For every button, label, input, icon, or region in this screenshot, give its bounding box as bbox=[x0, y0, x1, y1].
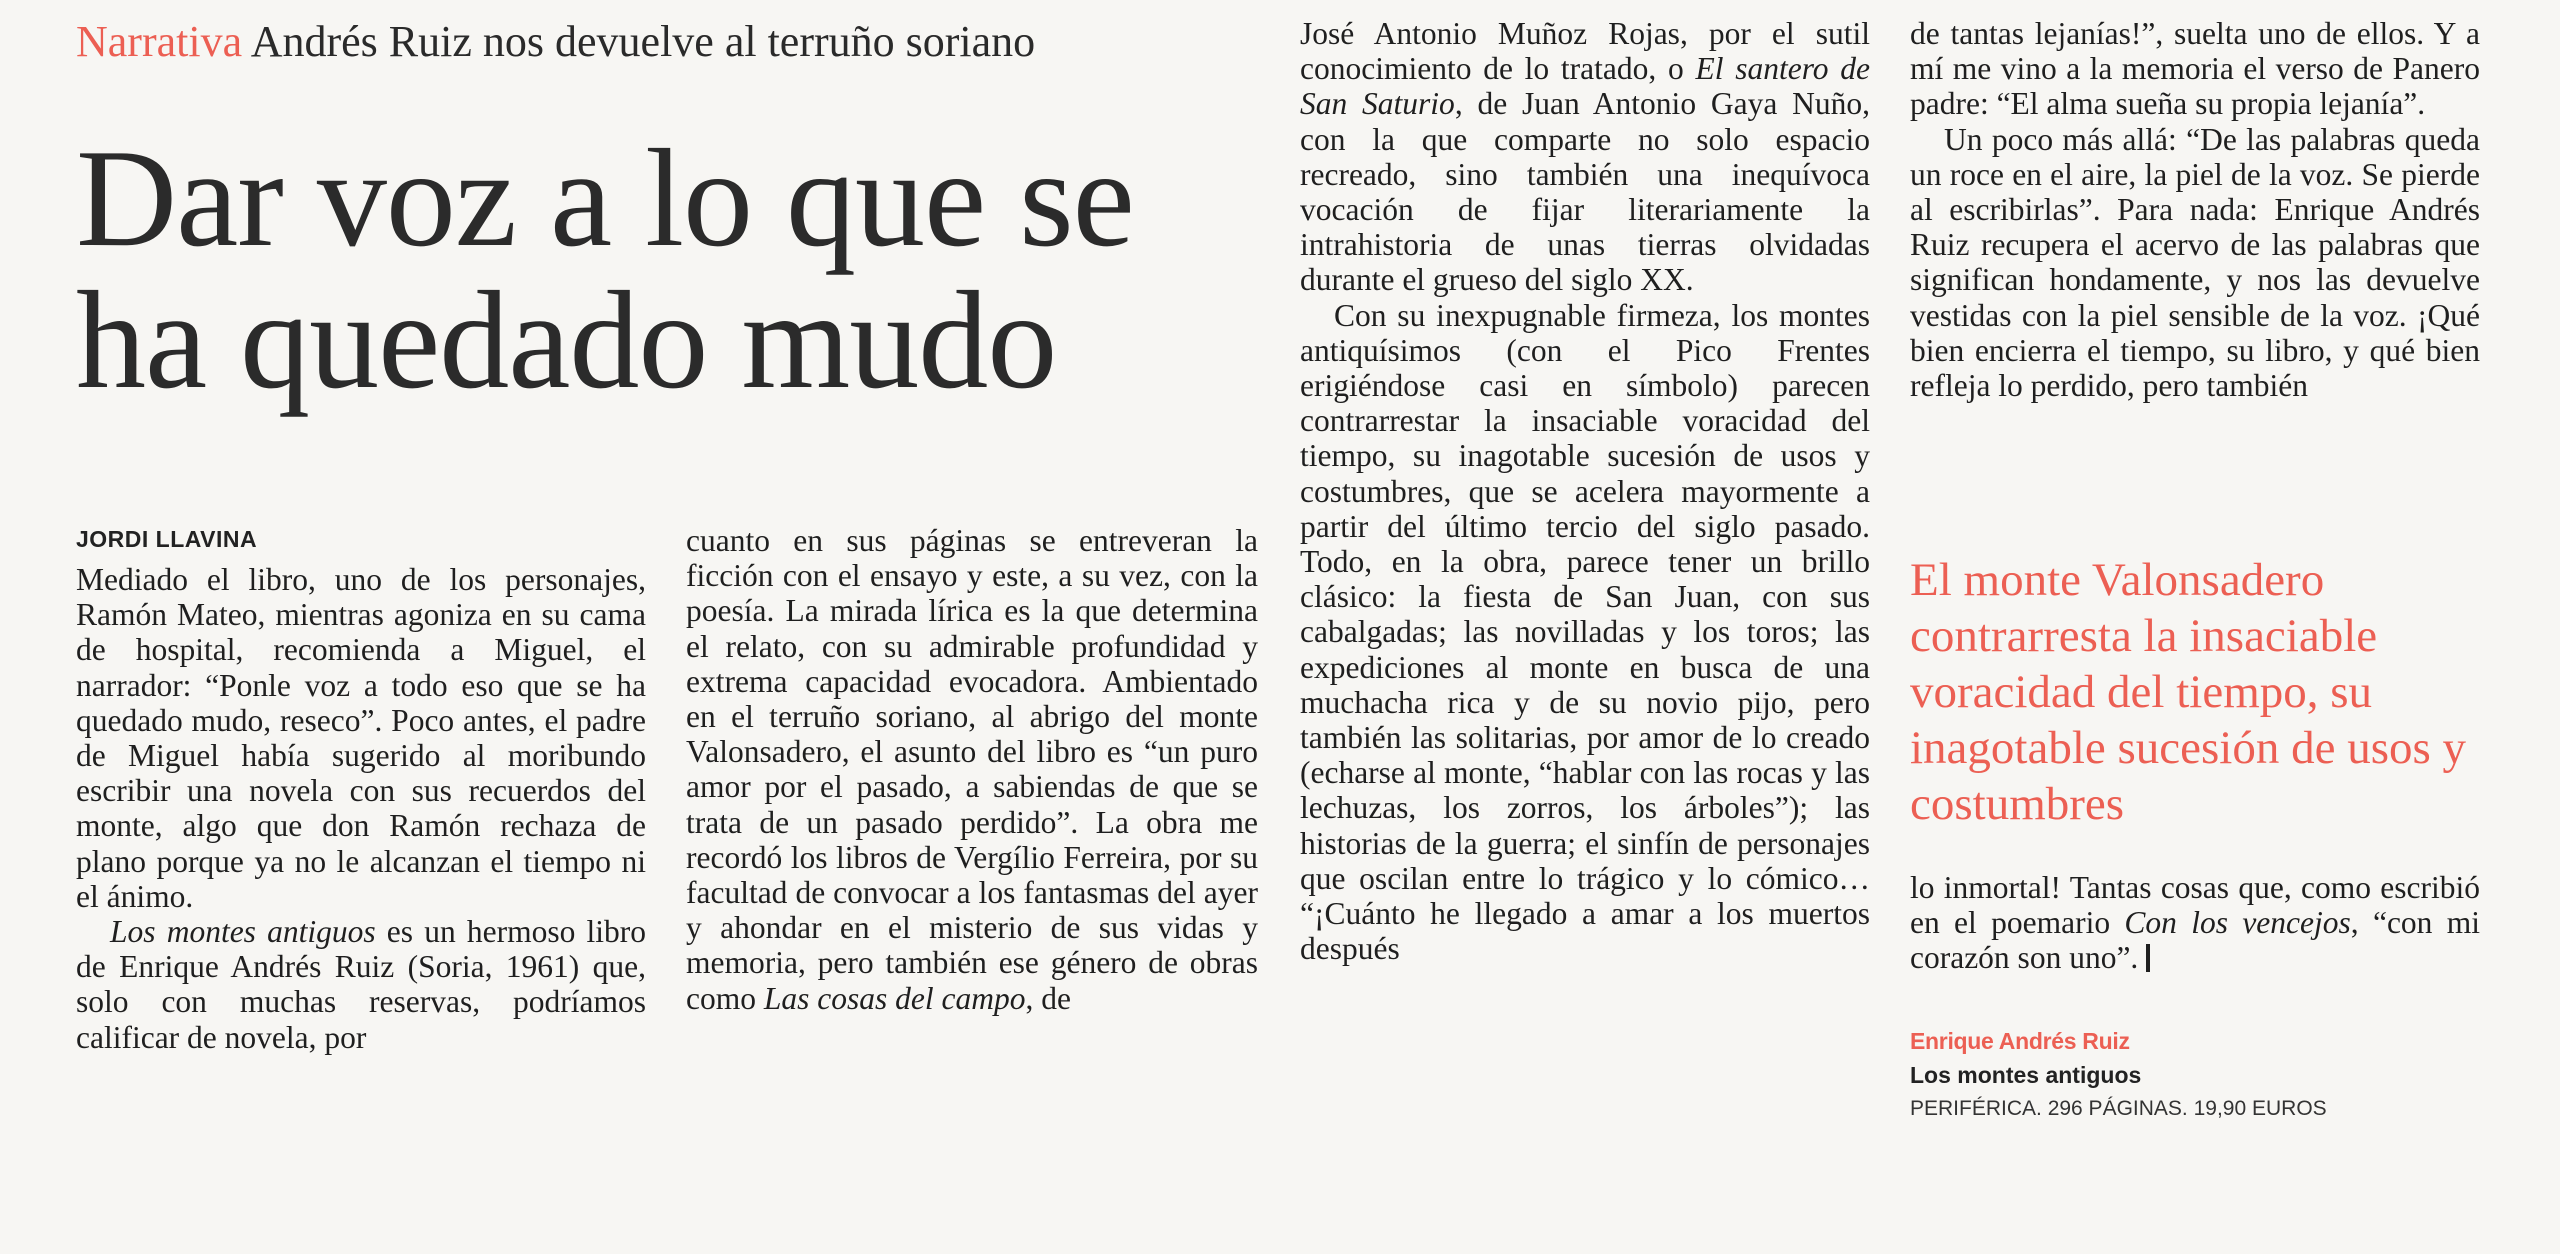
paragraph-text: lo inmortal! Tantas cosas que, como escribió en el poemario bbox=[1910, 870, 2480, 941]
end-mark bbox=[2146, 944, 2150, 972]
paragraph bbox=[1910, 870, 2480, 976]
paragraph bbox=[1300, 16, 1870, 298]
book-title: El santero de San Saturio bbox=[1300, 51, 1871, 122]
column-1 bbox=[76, 562, 646, 1055]
column-2 bbox=[686, 523, 1258, 1016]
column-3 bbox=[1300, 16, 1870, 966]
byline: JORDI LLAVINA bbox=[76, 526, 258, 552]
book-details: PERIFÉRICA. 296 PÁGINAS. 19,90 EUROS bbox=[1910, 1097, 2327, 1120]
paragraph-text: cuanto en sus páginas se entreveran la ficción con el ensayo y este, a su vez, con la poesía. La mirada lírica es la que determina el relato, con su admirable profundidad y extrema capacidad evocadora. Ambientado en el terruño soriano, al abrigo del monte Valonsadero, el asunto del libro es “un puro amor por el pasado, a sabiendas de que se trata de un pasado perdido”. La obra me recordó los libros de Vergílio Ferreira, por su facultad de convocar a los fantasmas del ayer y ahondar en el misterio de sus vidas y memoria, pero también ese género de obras como bbox=[686, 523, 1258, 1016]
paragraph-text: , de Juan Antonio Gaya Nuño, con la que comparte no solo espacio recreado, sino también una inequívoca vocación de fijar literariamente la intrahistoria de unas tierras olvidadas durante el grueso del siglo XX. bbox=[1300, 86, 1870, 298]
book-author: Enrique Andrés Ruiz bbox=[1910, 1028, 2130, 1054]
column-4 bbox=[1910, 16, 2480, 403]
paragraph bbox=[76, 914, 646, 1055]
paragraph: de tantas lejanías!”, suelta uno de ellos. Y a mí me vino a la memoria el verso de Panero padre: “El alma sueña su propia lejanía”. bbox=[1910, 16, 2480, 122]
paragraph-text: es un hermoso libro de Enrique Andrés Ruiz (Soria, 1961) que, solo con muchas reservas, podríamos calificar de novela, por bbox=[76, 914, 647, 1055]
book-title: Las cosas del campo bbox=[763, 980, 1026, 1016]
column-4-continued bbox=[1910, 870, 2480, 976]
paragraph: Mediado el libro, uno de los personajes, Ramón Mateo, mientras agoniza en su cama de hospital, recomienda a Miguel, el narrador: “Ponle voz a todo eso que se ha quedado mudo, reseco”. Poco antes, el padre de Miguel había sugerido al moribundo escribir una novela con sus recuerdos del monte, algo que don Ramón rechaza de plano porque ya no le alcanzan el tiempo ni el ánimo. bbox=[76, 562, 646, 914]
book-title: Los montes antiguos bbox=[110, 914, 376, 950]
kicker bbox=[76, 12, 1035, 72]
kicker-subtitle: Andrés Ruiz nos devuelve al terruño soriano bbox=[250, 17, 1036, 66]
paragraph-text: , “con mi corazón son uno”. bbox=[1910, 905, 2481, 976]
book-info bbox=[1910, 1024, 2327, 1126]
book-title-info: Los montes antiguos bbox=[1910, 1062, 2142, 1088]
paragraph bbox=[686, 523, 1258, 1016]
paragraph-text: José Antonio Muñoz Rojas, por el sutil conocimiento de lo tratado, o bbox=[1300, 16, 1870, 87]
paragraph: Con su inexpugnable firmeza, los montes antiquísimos (con el Pico Frentes erigiéndose casi en símbolo) parecen contrarrestar la insaciable voracidad del tiempo, su inagotable sucesión de usos y costumbres, que se acelera mayormente a partir del último tercio del siglo pasado. Todo, en la obra, parece tener un brillo clásico: la fiesta de San Juan, con sus cabalgadas; las novilladas y los toros; las expediciones al monte en busca de una muchacha rica y de su novio pijo, pero también las solitarias, por amor de lo creado (echarse al monte, “hablar con las rocas y las lechuzas, los zorros, los árboles”); las historias de la guerra; el sinfín de personajes que oscilan entre lo trágico y lo cómico… “¡Cuánto he llegado a amar a los muertos después bbox=[1300, 297, 1870, 967]
section-label: Narrativa bbox=[76, 17, 243, 66]
book-title: Con los vencejos bbox=[2124, 905, 2351, 941]
paragraph: Un poco más allá: “De las palabras queda un roce en el aire, la piel de la voz. Se pierde al escribirlas”. Para nada: Enrique Andrés Ruiz recupera el acervo de las palabras que significan hondamente, y nos las devuelve vestidas con la piel sensible de la voz. ¡Qué bien encierra el tiempo, su libro, y qué bien refleja lo perdido, pero también bbox=[1910, 121, 2480, 404]
paragraph-text: , de bbox=[1025, 980, 1071, 1016]
pull-quote: El monte Valonsadero contrarresta la insaciable voracidad del tiempo, su inagotable sucesión de usos y costumbres bbox=[1910, 554, 2467, 830]
headline: Dar voz a lo que se ha quedado mudo bbox=[76, 121, 1134, 418]
